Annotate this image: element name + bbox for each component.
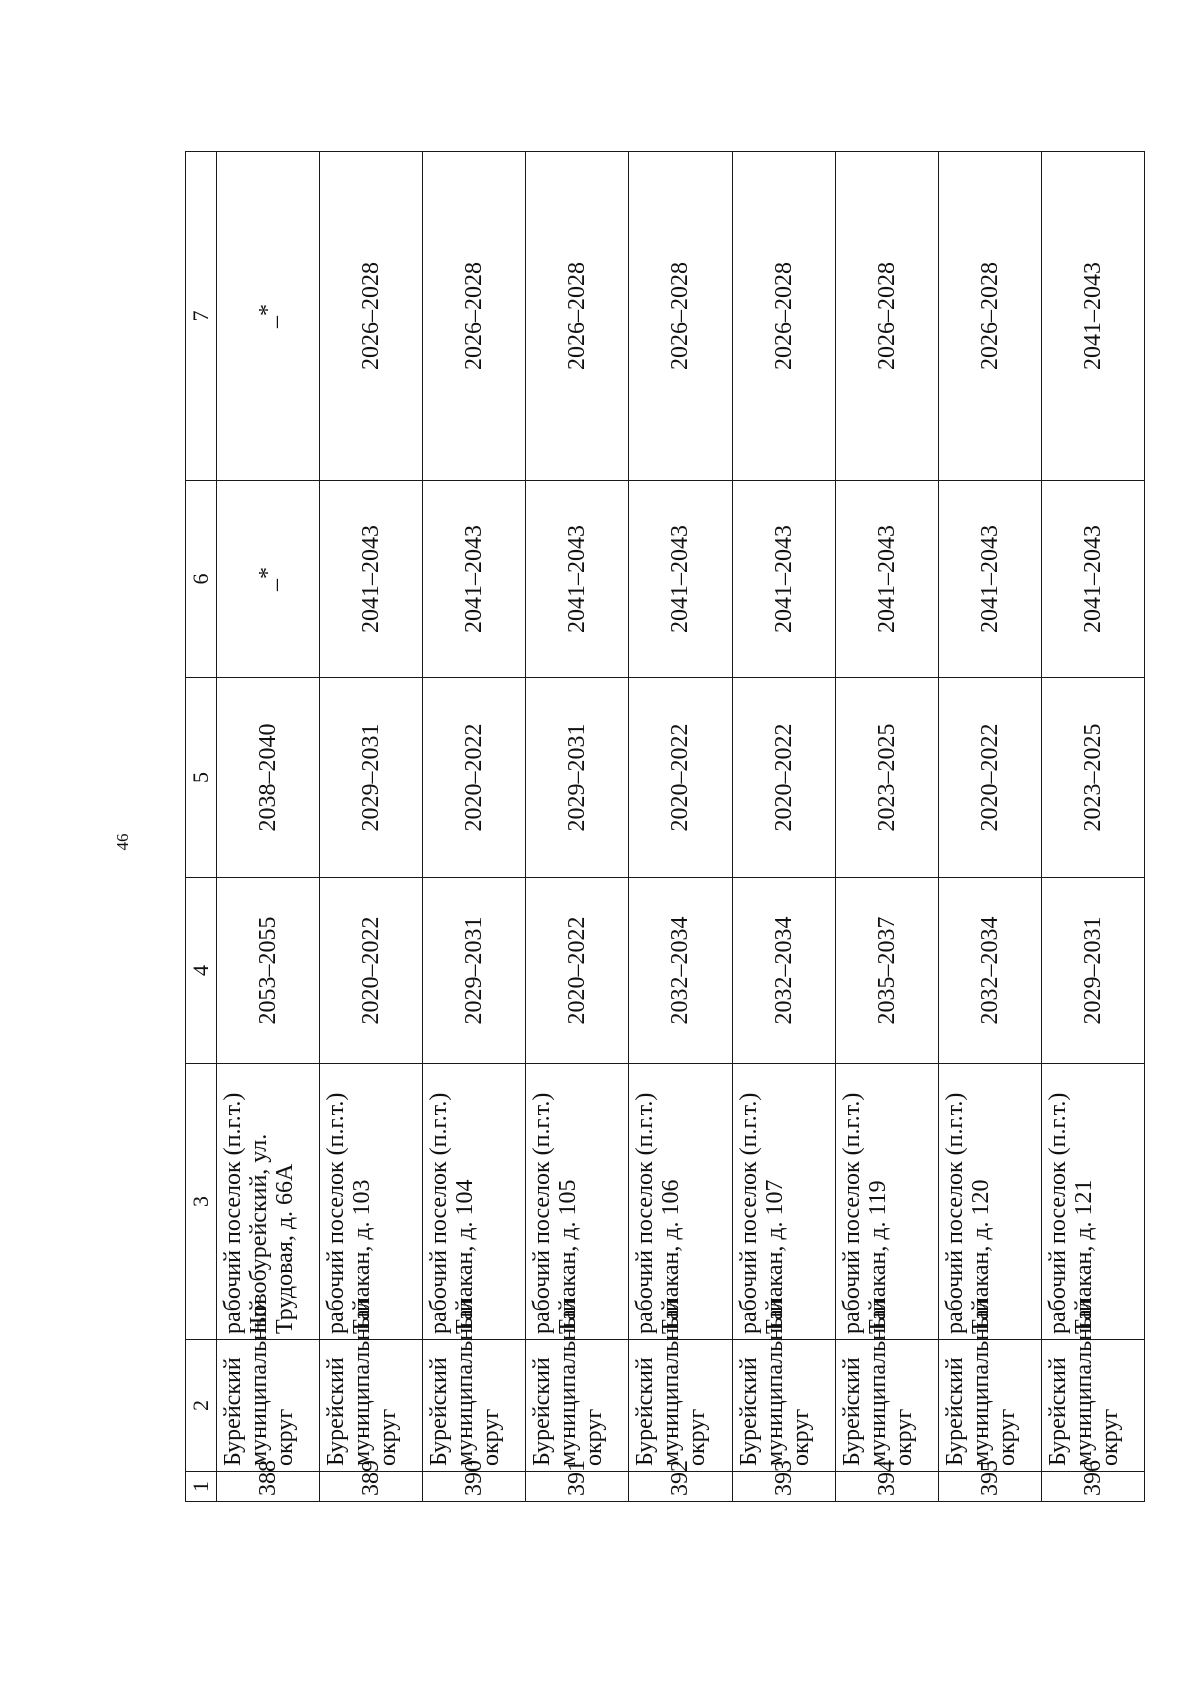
table-row [732,152,835,1502]
address-cell: рабочий поселок (п.г.т.) Талакан, д. 104 [423,1064,526,1340]
period-col7-cell: 2026–2028 [835,152,938,481]
period-col6-cell: 2041–2043 [629,481,732,678]
page-number: 46 [113,833,132,851]
period-col4-cell: 2035–2037 [835,878,938,1064]
column-header: 7 [186,152,217,481]
period-col6-cell: 2041–2043 [732,481,835,678]
period-col5-cell: 2038–2040 [217,678,320,878]
period-col7-cell: _* [217,152,320,481]
period-col6-cell: 2041–2043 [938,481,1041,678]
period-col7-cell: 2026–2028 [629,152,732,481]
district-cell: Бурейский муниципальный округ [217,1340,320,1472]
period-col5-cell: 2020–2022 [423,678,526,878]
table-row [320,152,423,1502]
address-cell: рабочий поселок (п.г.т.) Талакан, д. 119 [835,1064,938,1340]
column-header: 3 [186,1064,217,1340]
period-col5-cell: 2020–2022 [938,678,1041,878]
column-header: 1 [186,1472,217,1502]
column-header: 5 [186,678,217,878]
address-cell: рабочий поселок (п.г.т.) Талакан, д. 105 [526,1064,629,1340]
row-number: 388 [217,1472,320,1502]
period-col7-cell: 2026–2028 [732,152,835,481]
period-col5-cell: 2020–2022 [629,678,732,878]
column-header: 2 [186,1340,217,1472]
period-col6-cell: 2041–2043 [526,481,629,678]
column-number-row [186,152,217,1502]
period-col4-cell: 2053–2055 [217,878,320,1064]
address-cell: рабочий поселок (п.г.т.) Талакан, д. 106 [629,1064,732,1340]
district-cell: Бурейский муниципальный округ [423,1340,526,1472]
row-number: 396 [1041,1472,1144,1502]
period-col5-cell: 2029–2031 [526,678,629,878]
schedule-table [185,151,1145,1502]
period-col4-cell: 2020–2022 [526,878,629,1064]
table-row [423,152,526,1502]
period-col5-cell: 2023–2025 [1041,678,1144,878]
period-col7-cell: 2041–2043 [1041,152,1144,481]
row-number: 389 [320,1472,423,1502]
district-cell: Бурейский муниципальный округ [629,1340,732,1472]
schedule-table-container [185,152,1145,1502]
period-col6-cell: 2041–2043 [423,481,526,678]
table-row [629,152,732,1502]
row-number: 392 [629,1472,732,1502]
period-col4-cell: 2020–2022 [320,878,423,1064]
period-col7-cell: 2026–2028 [526,152,629,481]
district-cell: Бурейский муниципальный округ [320,1340,423,1472]
period-col4-cell: 2029–2031 [1041,878,1144,1064]
period-col6-cell: 2041–2043 [835,481,938,678]
period-col7-cell: 2026–2028 [423,152,526,481]
district-cell: Бурейский муниципальный округ [526,1340,629,1472]
address-cell: рабочий поселок (п.г.т.) Талакан, д. 120 [938,1064,1041,1340]
period-col7-cell: 2026–2028 [938,152,1041,481]
address-cell: рабочий поселок (п.г.т.) Талакан, д. 103 [320,1064,423,1340]
column-header: 4 [186,878,217,1064]
period-col5-cell: 2023–2025 [835,678,938,878]
period-col4-cell: 2029–2031 [423,878,526,1064]
row-number: 395 [938,1472,1041,1502]
address-cell: рабочий поселок (п.г.т.) Новобурейский, ул. Трудовая, д. 66А [217,1064,320,1340]
table-row [1041,152,1144,1502]
period-col7-cell: 2026–2028 [320,152,423,481]
district-cell: Бурейский муниципальный округ [1041,1340,1144,1472]
district-cell: Бурейский муниципальный округ [938,1340,1041,1472]
address-cell: рабочий поселок (п.г.т.) Талакан, д. 121 [1041,1064,1144,1340]
table-row [835,152,938,1502]
column-header: 6 [186,481,217,678]
table-row [938,152,1041,1502]
period-col4-cell: 2032–2034 [629,878,732,1064]
row-number: 390 [423,1472,526,1502]
period-col4-cell: 2032–2034 [732,878,835,1064]
row-number: 391 [526,1472,629,1502]
district-cell: Бурейский муниципальный округ [732,1340,835,1472]
period-col6-cell: _* [217,481,320,678]
table-row [526,152,629,1502]
address-cell: рабочий поселок (п.г.т.) Талакан, д. 107 [732,1064,835,1340]
period-col6-cell: 2041–2043 [1041,481,1144,678]
period-col6-cell: 2041–2043 [320,481,423,678]
table-row [217,152,320,1502]
period-col4-cell: 2032–2034 [938,878,1041,1064]
row-number: 393 [732,1472,835,1502]
district-cell: Бурейский муниципальный округ [835,1340,938,1472]
period-col5-cell: 2029–2031 [320,678,423,878]
row-number: 394 [835,1472,938,1502]
period-col5-cell: 2020–2022 [732,678,835,878]
